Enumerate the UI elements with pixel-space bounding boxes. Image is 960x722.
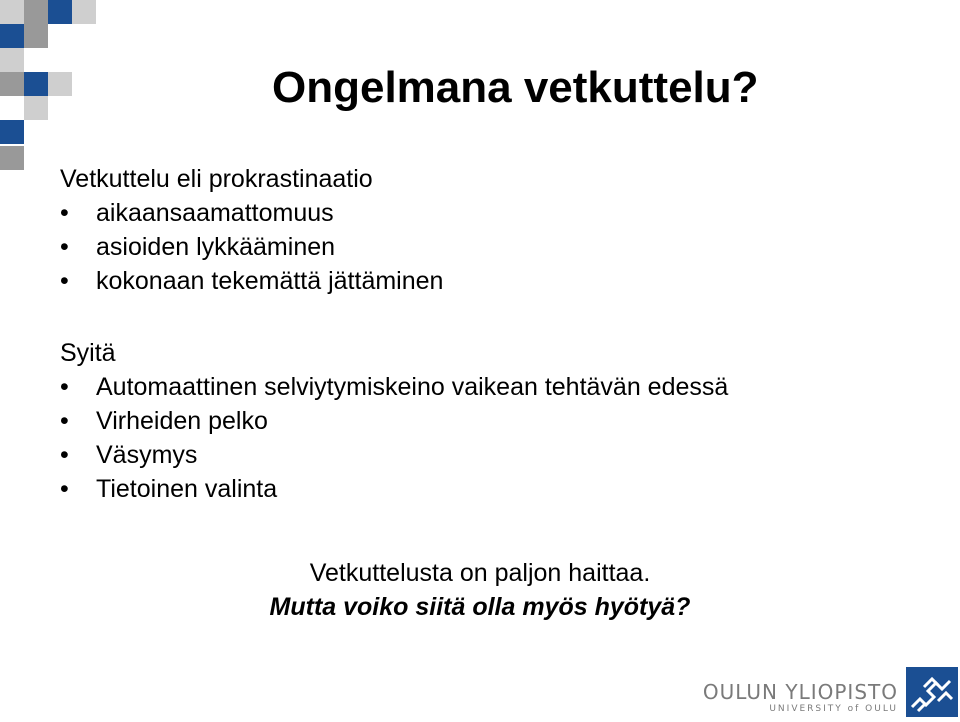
bullet-list-procrastination [60,196,920,298]
deco-square [0,0,24,24]
deco-square [48,72,72,96]
bullet-item: • Automaattinen selviytymiskeino vaikean tehtävän edessä [60,370,920,404]
deco-square [24,0,48,24]
slide-content [60,162,920,506]
logo-sub-text: UNIVERSITY of OULU [769,704,898,714]
university-emblem-icon [906,667,958,717]
deco-square [24,96,48,120]
bullet-item: • Tietoinen valinta [60,472,920,506]
section-heading-procrastination: Vetkuttelu eli prokrastinaatio [60,165,373,193]
slide-title: Ongelmana vetkuttelu? [272,63,759,112]
logo-main-text: OULUN YLIOPISTO [702,680,898,704]
deco-square [0,120,24,144]
deco-square [0,146,24,170]
closing-text [0,556,960,624]
deco-square [72,0,96,24]
bullet-item: • asioiden lykkääminen [60,230,920,264]
deco-square [48,0,72,24]
deco-square [24,24,48,48]
bullet-item: • Väsymys [60,438,920,472]
closing-line-2: Mutta voiko siitä olla myös hyötyä? [269,593,691,621]
bullet-list-reasons [60,370,920,506]
deco-square [24,72,48,96]
bullet-item: • Virheiden pelko [60,404,920,438]
section-heading-reasons: Syitä [60,339,116,367]
university-logo-text [640,681,898,715]
closing-line-1: Vetkuttelusta on paljon haittaa. [309,559,651,587]
deco-square [0,72,24,96]
decorative-squares [0,0,100,175]
bullet-item: • aikaansaamattomuus [60,196,920,230]
deco-square [0,48,24,72]
deco-square [0,24,24,48]
bullet-item: • kokonaan tekemättä jättäminen [60,264,920,298]
